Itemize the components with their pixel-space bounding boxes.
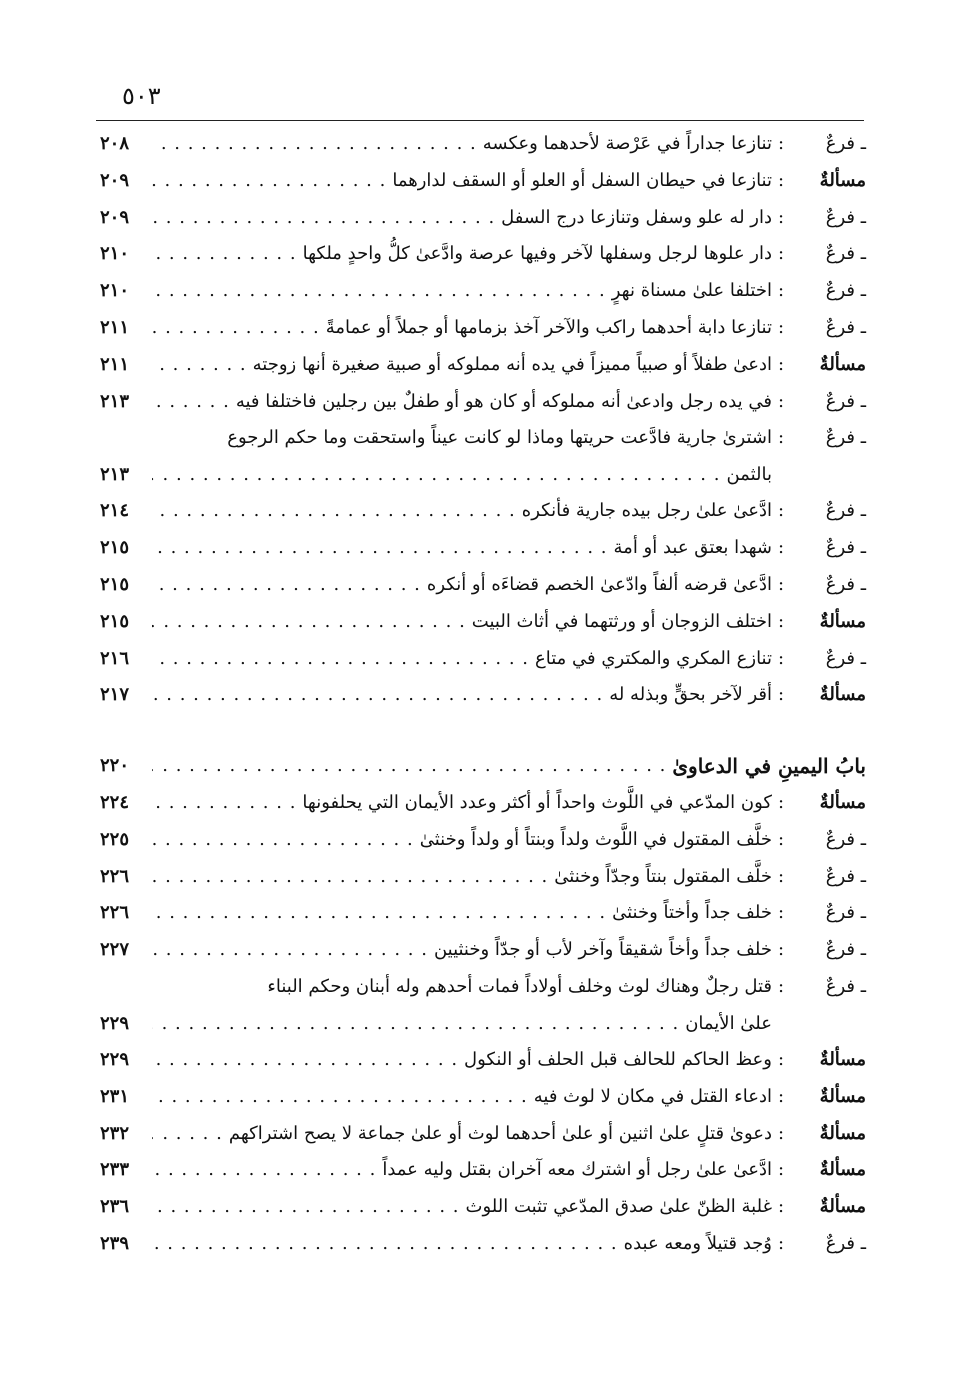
entry-title: شهدا بعتق عبد أو أمة: [613, 537, 772, 559]
entry-page: ٢١٥: [100, 610, 130, 632]
entry-title: ادعاء القتل في مكان لا لوث فيه: [533, 1085, 772, 1107]
entry-label: ـ فرعٌ: [790, 493, 866, 530]
entry-colon: :: [777, 1159, 785, 1181]
entry-label: مسألةٌ: [819, 1196, 866, 1218]
toc-entry: [100, 932, 866, 969]
entry-colon: :: [777, 1122, 785, 1144]
toc-entry: [100, 530, 866, 567]
entry-page: ٢٢٥: [100, 828, 130, 850]
entry-page: ٢١٦: [100, 647, 130, 669]
entry-continuation-line: [152, 1006, 848, 1042]
entry-colon: :: [777, 353, 785, 375]
entry-title: وعظ الحاكم للحالف قبل الحلف أو النكول: [464, 1048, 772, 1070]
entry-title: تنازع المكري والمكتري في متاع: [535, 647, 772, 669]
entry-colon: :: [777, 610, 785, 632]
entry-label: ـ فرعٌ: [790, 641, 866, 678]
entry-page: ٢٢٦: [100, 865, 130, 887]
leader-dots: [152, 1042, 464, 1079]
entry-page: ٢٠٨: [100, 133, 130, 154]
entry-title: اختلفا علىٰ مسناة نهرٍ: [611, 280, 772, 302]
entry-colon: :: [777, 427, 785, 449]
entry-title: ادَّعىٰ علىٰ رجل بيده جارية فأنكره: [521, 500, 772, 522]
toc-entry: [100, 200, 866, 237]
entry-page: ٢٢٦: [100, 902, 130, 924]
leader-dots: [152, 273, 612, 310]
entry-colon: :: [777, 573, 785, 595]
entry-title: تنازعا في حيطان السفل أو العلو أو السقف لدارهما: [392, 169, 772, 191]
entry-title: كون المدّعي في اللَّوث واحداً أو أكثر وعدد الأيمان التي يحلفونها: [302, 791, 772, 813]
leader-dots: [152, 1079, 534, 1116]
toc-entry: [100, 859, 866, 896]
entry-continuation: بالثمن: [726, 464, 772, 486]
entry-page: ٢١٥: [100, 537, 130, 559]
entry-page: ٢٣٣: [100, 1159, 130, 1181]
toc-entry: [100, 822, 866, 859]
entry-title: دار علوها لرجل وسفلها لآخر وفيها عرصة وادَّعىٰ كلُّ واحدٍ ملكها: [302, 243, 772, 265]
toc-entry: [100, 969, 866, 1042]
entry-label: ـ فرعٌ: [790, 567, 866, 604]
entry-page: ٢١٣: [100, 390, 130, 412]
entry-label: ـ فرعٌ: [790, 859, 866, 896]
entry-label: مسألةٌ: [819, 610, 866, 632]
toc-entry: [100, 567, 866, 604]
entry-title: في يده رجل وادعىٰ أنه مملوكه أو كان هو أو طفلٌ بين رجلين فاختلفا فيه: [235, 390, 772, 412]
leader-dots: [152, 641, 535, 678]
leader-dots: [152, 604, 472, 641]
entry-page: ٢١١: [100, 316, 130, 338]
leader-dots: [152, 347, 253, 384]
entry-title: اشترىٰ جارية فادَّعت حريتها وماذا لو كانت عيناً واستحقت وما حكم الرجوع: [227, 427, 772, 449]
leader-dots: [152, 163, 392, 200]
entry-label: مسألةٌ: [819, 791, 866, 813]
entry-page: ٢٠٩: [100, 169, 130, 191]
entry-colon: :: [777, 1048, 785, 1070]
page-number: ٥٠٣: [122, 82, 161, 110]
entry-title: ادَّعىٰ علىٰ رجل أو اشترك معه آخران بقتل وليه عمداً: [382, 1159, 772, 1181]
entry-label: مسألةٌ: [819, 1048, 866, 1070]
table-of-contents: [100, 126, 866, 1263]
entry-page: ٢١١: [100, 353, 130, 375]
toc-entry: [100, 641, 866, 678]
entry-title: تنازعا جداراً في عَرْصة لأحدهما وعكسه: [482, 133, 772, 154]
toc-entry: [100, 493, 866, 530]
entry-label: ـ فرعٌ: [790, 420, 866, 457]
leader-dots: [152, 126, 483, 163]
leader-dots: [152, 1116, 229, 1153]
entry-label: ـ فرعٌ: [790, 530, 866, 567]
entry-page: ٢١٣: [100, 464, 130, 486]
toc-entry: [100, 677, 866, 714]
entry-title: اختلف الزوجان أو ورثتهما في أثاث البيت: [471, 610, 772, 632]
leader-dots: [152, 1152, 382, 1189]
entry-colon: :: [777, 500, 785, 522]
entry-colon: :: [777, 1232, 785, 1254]
entry-title: خلَّف المقتول في اللَّوث ولداً وبنتاً أو ولداً وخنثىٰ: [419, 828, 772, 850]
header-rule: [96, 120, 864, 121]
entry-page: ٢٠٩: [100, 206, 130, 228]
entry-page: ٢١٥: [100, 573, 130, 595]
entry-page-col: [100, 969, 152, 1042]
entry-label: ـ فرعٌ: [790, 932, 866, 969]
entry-colon: :: [777, 390, 785, 412]
toc-entry: [100, 895, 866, 932]
entry-label: مسألةٌ: [819, 169, 866, 191]
leader-dots: [152, 384, 236, 421]
entry-colon: :: [777, 243, 785, 265]
leader-dots: [152, 859, 554, 896]
entry-title: خلف جداً وأخاً شقيقاً وآخر لأب أو جدّاً وخنثيين: [433, 939, 772, 961]
entry-title: تنازعا دابة أحدهما راكب والآخر آخذ بزمامها أو جملاً أو عمامةً: [325, 316, 772, 338]
entry-label: ـ فرعٌ: [790, 310, 866, 347]
entry-label: ـ فرعٌ: [790, 384, 866, 421]
entry-colon: :: [777, 975, 785, 997]
toc-entry: [100, 163, 866, 200]
entry-label: ـ فرعٌ: [790, 273, 866, 310]
leader-dots: [152, 822, 420, 859]
chapter-page: ٢٢٠: [100, 755, 130, 777]
leader-dots: [152, 236, 303, 273]
entry-colon: :: [777, 865, 785, 887]
entry-label: ـ فرعٌ: [790, 969, 866, 1006]
entry-colon: :: [777, 791, 785, 813]
section-gap: [100, 714, 866, 748]
entry-colon: :: [777, 684, 785, 706]
entry-label: ـ فرعٌ: [790, 822, 866, 859]
toc-entry: [100, 347, 866, 384]
toc-entry: [100, 1116, 866, 1153]
entry-title: ادعىٰ طفلاً أو صبياً مميزاً في يده أنه مملوكه أو صبية صغيرة أنها زوجته: [252, 353, 772, 375]
entry-colon: :: [777, 647, 785, 669]
entry-page: ٢٢٩: [100, 1048, 130, 1070]
entry-label: مسألةٌ: [819, 1159, 866, 1181]
entry-page: ٢٣١: [100, 1085, 130, 1107]
entry-colon: :: [777, 902, 785, 924]
entry-label: مسألةٌ: [819, 353, 866, 375]
entry-body: [152, 969, 772, 1042]
entry-colon: :: [777, 1085, 785, 1107]
leader-dots: [152, 932, 434, 969]
leader-dots: [152, 200, 501, 237]
toc-entry: [100, 126, 866, 163]
entry-label: مسألةٌ: [819, 1085, 866, 1107]
entry-label: مسألةٌ: [819, 1122, 866, 1144]
chapter-title: بابُ اليمينِ في الدعاوىٰ: [672, 754, 866, 779]
leader-dots: [152, 895, 612, 932]
entry-title: وُجد قتيلاً ومعه عبده: [623, 1232, 772, 1254]
entry-title: خلف جداً وأختاً وخنثىٰ: [612, 902, 772, 924]
toc-entry: [100, 604, 866, 641]
toc-entry: [100, 420, 866, 493]
leader-dots: [152, 748, 672, 785]
entry-colon: :: [777, 133, 785, 154]
entry-colon: :: [777, 206, 785, 228]
entry-page: ٢١٠: [100, 280, 130, 302]
toc-entry: [100, 273, 866, 310]
entry-page: ٢٢٧: [100, 939, 130, 961]
toc-entry: [100, 1042, 866, 1079]
toc-entry: [100, 310, 866, 347]
entry-page: ٢٣٢: [100, 1122, 130, 1144]
entry-title: قتل رجلٌ وهناك لوث وخلف أولاداً فمات أحدهم وله أبنان وحكم البناء: [267, 975, 772, 997]
entry-title: أقر لآخر بحقٍّ وبذله له: [609, 684, 772, 706]
toc-entry: [100, 1189, 866, 1226]
entry-page: ٢١٤: [100, 500, 130, 522]
leader-dots: [152, 1006, 685, 1042]
entry-label: ـ فرعٌ: [790, 236, 866, 273]
chapter-entry: [100, 748, 866, 785]
entry-title: غلبة الظنّ علىٰ صدق المدّعي تثبت اللوث: [465, 1196, 772, 1218]
entry-colon: :: [777, 939, 785, 961]
entry-title: خلَّف المقتول بنتاً وجدّاً وخنثىٰ: [554, 865, 772, 887]
entry-label: مسألةٌ: [819, 684, 866, 706]
leader-dots: [152, 1226, 624, 1263]
leader-dots: [152, 530, 614, 567]
leader-dots: [152, 457, 726, 493]
leader-dots: [152, 310, 326, 347]
toc-entry: [100, 1079, 866, 1116]
entry-label: ـ فرعٌ: [790, 126, 866, 163]
entry-title: ادَّعىٰ قرضه ألفاً وادّعىٰ الخصم قضاءَه أو أنكره: [426, 573, 772, 595]
entry-page: ٢١٠: [100, 243, 130, 265]
leader-dots: [152, 493, 522, 530]
leader-dots: [152, 785, 302, 822]
leader-dots: [152, 567, 427, 604]
entry-colon: :: [777, 537, 785, 559]
entry-page-col: [100, 420, 152, 493]
entry-page: ٢٣٩: [100, 1232, 130, 1254]
entry-colon: :: [777, 169, 785, 191]
entry-continuation-line: [152, 457, 848, 493]
leader-dots: [152, 1189, 466, 1226]
entry-continuation: علىٰ الأيمان: [685, 1012, 772, 1034]
toc-entry: [100, 1152, 866, 1189]
entry-colon: :: [777, 828, 785, 850]
toc-entry: [100, 1226, 866, 1263]
leader-dots: [152, 677, 609, 714]
entry-colon: :: [777, 280, 785, 302]
entry-page: ٢٢٤: [100, 791, 130, 813]
toc-entry: [100, 236, 866, 273]
entry-label: ـ فرعٌ: [790, 895, 866, 932]
toc-entry: [100, 384, 866, 421]
entry-colon: :: [777, 1196, 785, 1218]
entry-page: ٢٣٦: [100, 1196, 130, 1218]
toc-entry: [100, 785, 866, 822]
entry-label: ـ فرعٌ: [790, 200, 866, 237]
entry-body: [152, 420, 772, 493]
entry-colon: :: [777, 316, 785, 338]
entry-title: دعوىٰ قتلٍ علىٰ اثنين أو علىٰ أحدهما لوث أو علىٰ جماعة لا يصح اشتراكهم: [228, 1122, 772, 1144]
entry-label: ـ فرعٌ: [790, 1226, 866, 1263]
entry-title: دار له علو وسفل وتنازعا درج السفل: [501, 206, 772, 228]
entry-page: ٢١٧: [100, 684, 130, 706]
entry-page: ٢٢٩: [100, 1012, 130, 1034]
